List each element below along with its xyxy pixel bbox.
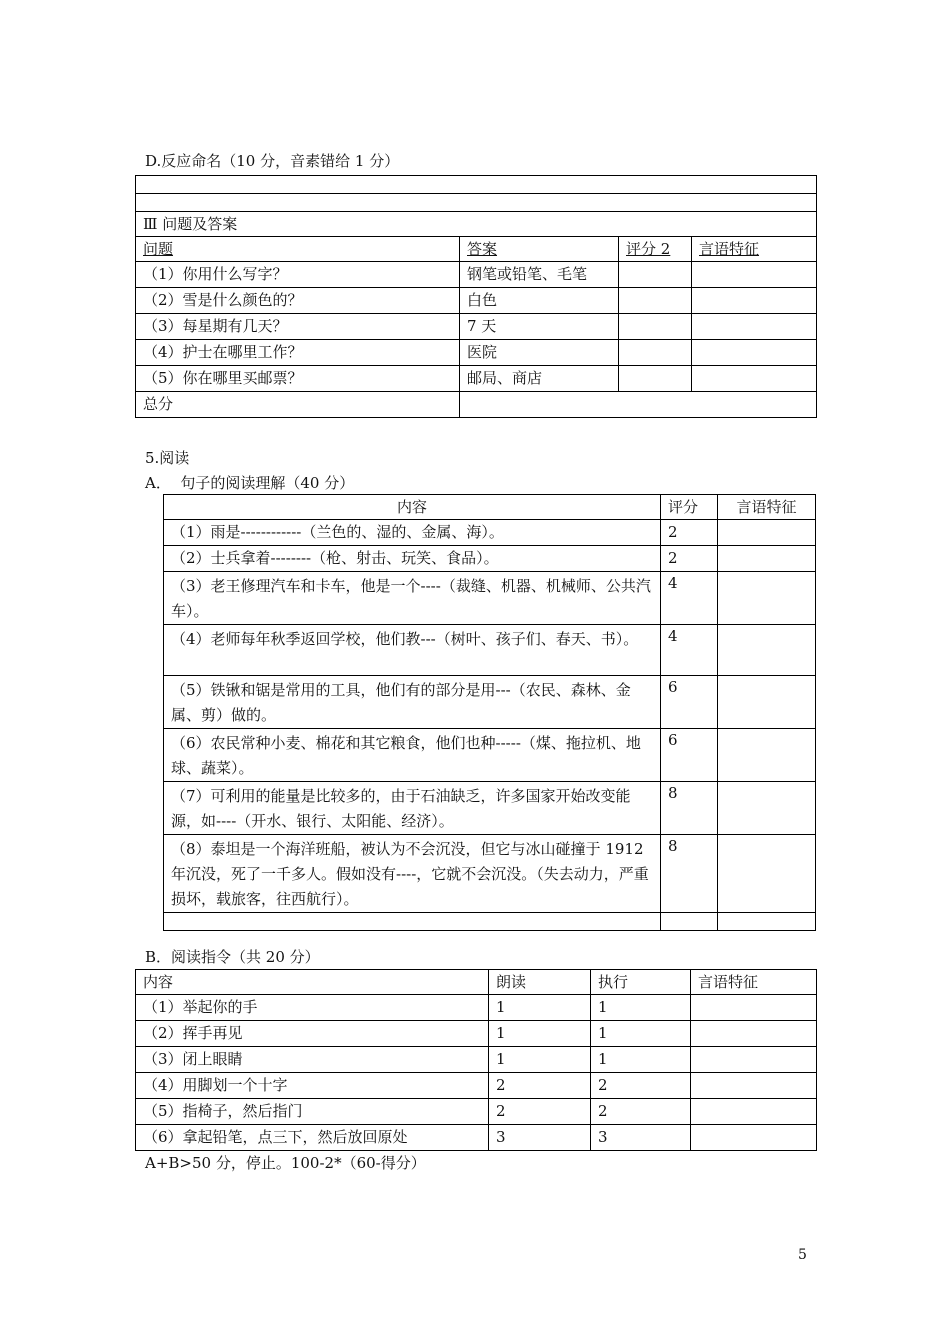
question-cell: （2）雪是什么颜色的？ [136,288,460,314]
score-cell: 8 [661,835,718,913]
table-row [164,520,816,546]
qa-section-title: Ⅲ 问题及答案 [136,212,817,237]
answer-cell: 邮局、商店 [460,366,619,392]
table-row [136,340,817,366]
score-cell: 8 [661,782,718,835]
score-cell [619,262,692,288]
question-cell: （1）你用什么写字？ [136,262,460,288]
qa-table [135,175,817,418]
header-score: 评分 2 [619,237,692,262]
exec-score-cell: 1 [591,1047,691,1073]
table-row [164,729,816,782]
qa-header-row [136,237,817,262]
exec-score-cell: 2 [591,1073,691,1099]
table-row [136,262,817,288]
table-row [136,1047,817,1073]
speech-cell [691,1047,817,1073]
speech-cell [718,625,816,676]
exec-score-cell: 1 [591,1021,691,1047]
table-row [136,314,817,340]
header-score: 评分 [661,495,718,520]
header-answer: 答案 [460,237,619,262]
answer-cell: 钢笔或铅笔、毛笔 [460,262,619,288]
score-cell: 2 [661,546,718,572]
speech-cell [692,366,817,392]
score-cell: 6 [661,729,718,782]
reading-b-table [135,969,817,1151]
exec-score-cell: 2 [591,1099,691,1125]
score-cell [619,340,692,366]
section-d-title: D.反应命名（10 分，音素错给 1 分） [145,152,400,170]
answer-cell: 白色 [460,288,619,314]
instruction-cell: （3）闭上眼睛 [136,1047,489,1073]
read-score-cell: 3 [489,1125,591,1151]
qa-section-title-row [136,212,817,237]
sentence-cell: （2）士兵拿着--------（枪、射击、玩笑、食品）。 [164,546,661,572]
page-number: 5 [798,1247,807,1263]
reading-b-title: B．阅读指令（共 20 分） [145,948,320,966]
header-speech: 言语特征 [691,970,817,995]
question-cell: （3）每星期有几天？ [136,314,460,340]
speech-cell [718,676,816,729]
instruction-cell: （2）挥手再见 [136,1021,489,1047]
table-row [164,625,816,676]
score-cell: 4 [661,625,718,676]
total-value [460,392,817,418]
speech-cell [718,572,816,625]
table-row [136,288,817,314]
speech-cell [718,520,816,546]
header-speech: 言语特征 [718,495,816,520]
table-row [136,1021,817,1047]
read-score-cell: 1 [489,1047,591,1073]
speech-cell [692,262,817,288]
table-row [164,782,816,835]
reading-note: A+B>50 分，停止。100-2*（60-得分） [145,1154,426,1172]
speech-cell [718,729,816,782]
speech-cell [692,340,817,366]
read-score-cell: 2 [489,1099,591,1125]
table-row [164,835,816,913]
blank-row [164,913,816,931]
score-cell [619,314,692,340]
read-score-cell: 2 [489,1073,591,1099]
table-row [164,572,816,625]
blank-row [136,194,817,212]
question-cell: （4）护士在哪里工作？ [136,340,460,366]
speech-cell [718,782,816,835]
table-row [136,1125,817,1151]
table-row [164,546,816,572]
sentence-cell: （7）可利用的能量是比较多的，由于石油缺乏，许多国家开始改变能源，如----（开水、银行、太阳能、经济）。 [164,782,661,835]
reading-a-header-row [164,495,816,520]
sentence-cell: （4）老师每年秋季返回学校，他们教---（树叶、孩子们、春天、书）。 [164,625,661,676]
blank-row [136,176,817,194]
reading-title: 5.阅读 [145,449,190,467]
sentence-cell: （3）老王修理汽车和卡车，他是一个----（裁缝、机器、机械师、公共汽车）。 [164,572,661,625]
speech-cell [718,835,816,913]
table-row [136,366,817,392]
reading-a-title: A． 句子的阅读理解（40 分） [145,474,355,492]
instruction-cell: （4）用脚划一个十字 [136,1073,489,1099]
sentence-cell: （6）农民常种小麦、棉花和其它粮食，他们也种-----（煤、拖拉机、地球、蔬菜）。 [164,729,661,782]
speech-cell [691,1125,817,1151]
speech-cell [691,1099,817,1125]
speech-cell [691,1021,817,1047]
answer-cell: 医院 [460,340,619,366]
table-row [136,1073,817,1099]
header-read: 朗读 [489,970,591,995]
instruction-cell: （1）举起你的手 [136,995,489,1021]
exec-score-cell: 3 [591,1125,691,1151]
answer-cell: 7 天 [460,314,619,340]
table-row [136,995,817,1021]
speech-cell [692,288,817,314]
sentence-cell: （1）雨是------------（兰色的、湿的、金属、海）。 [164,520,661,546]
speech-cell [691,995,817,1021]
score-cell [619,366,692,392]
score-cell: 4 [661,572,718,625]
total-label: 总分 [136,392,460,418]
speech-cell [718,546,816,572]
score-cell: 6 [661,676,718,729]
speech-cell [692,314,817,340]
reading-a-table [163,494,816,931]
sentence-cell: （5）铁锹和锯是常用的工具，他们有的部分是用---（农民、森林、金属、剪）做的。 [164,676,661,729]
reading-b-header-row [136,970,817,995]
header-content: 内容 [164,495,661,520]
instruction-cell: （5）指椅子，然后指门 [136,1099,489,1125]
header-exec: 执行 [591,970,691,995]
exec-score-cell: 1 [591,995,691,1021]
header-content: 内容 [136,970,489,995]
score-cell [619,288,692,314]
instruction-cell: （6）拿起铅笔，点三下，然后放回原处 [136,1125,489,1151]
read-score-cell: 1 [489,1021,591,1047]
header-speech: 言语特征 [692,237,817,262]
total-row [136,392,817,418]
sentence-cell: （8）泰坦是一个海洋班船，被认为不会沉没，但它与冰山碰撞于 1912 年沉没，死了一千多人。假如没有----，它就不会沉没。（失去动力，严重损坏，载旅客，往西航行）。 [164,835,661,913]
speech-cell [691,1073,817,1099]
table-row [136,1099,817,1125]
question-cell: （5）你在哪里买邮票？ [136,366,460,392]
table-row [164,676,816,729]
score-cell: 2 [661,520,718,546]
read-score-cell: 1 [489,995,591,1021]
header-question: 问题 [136,237,460,262]
